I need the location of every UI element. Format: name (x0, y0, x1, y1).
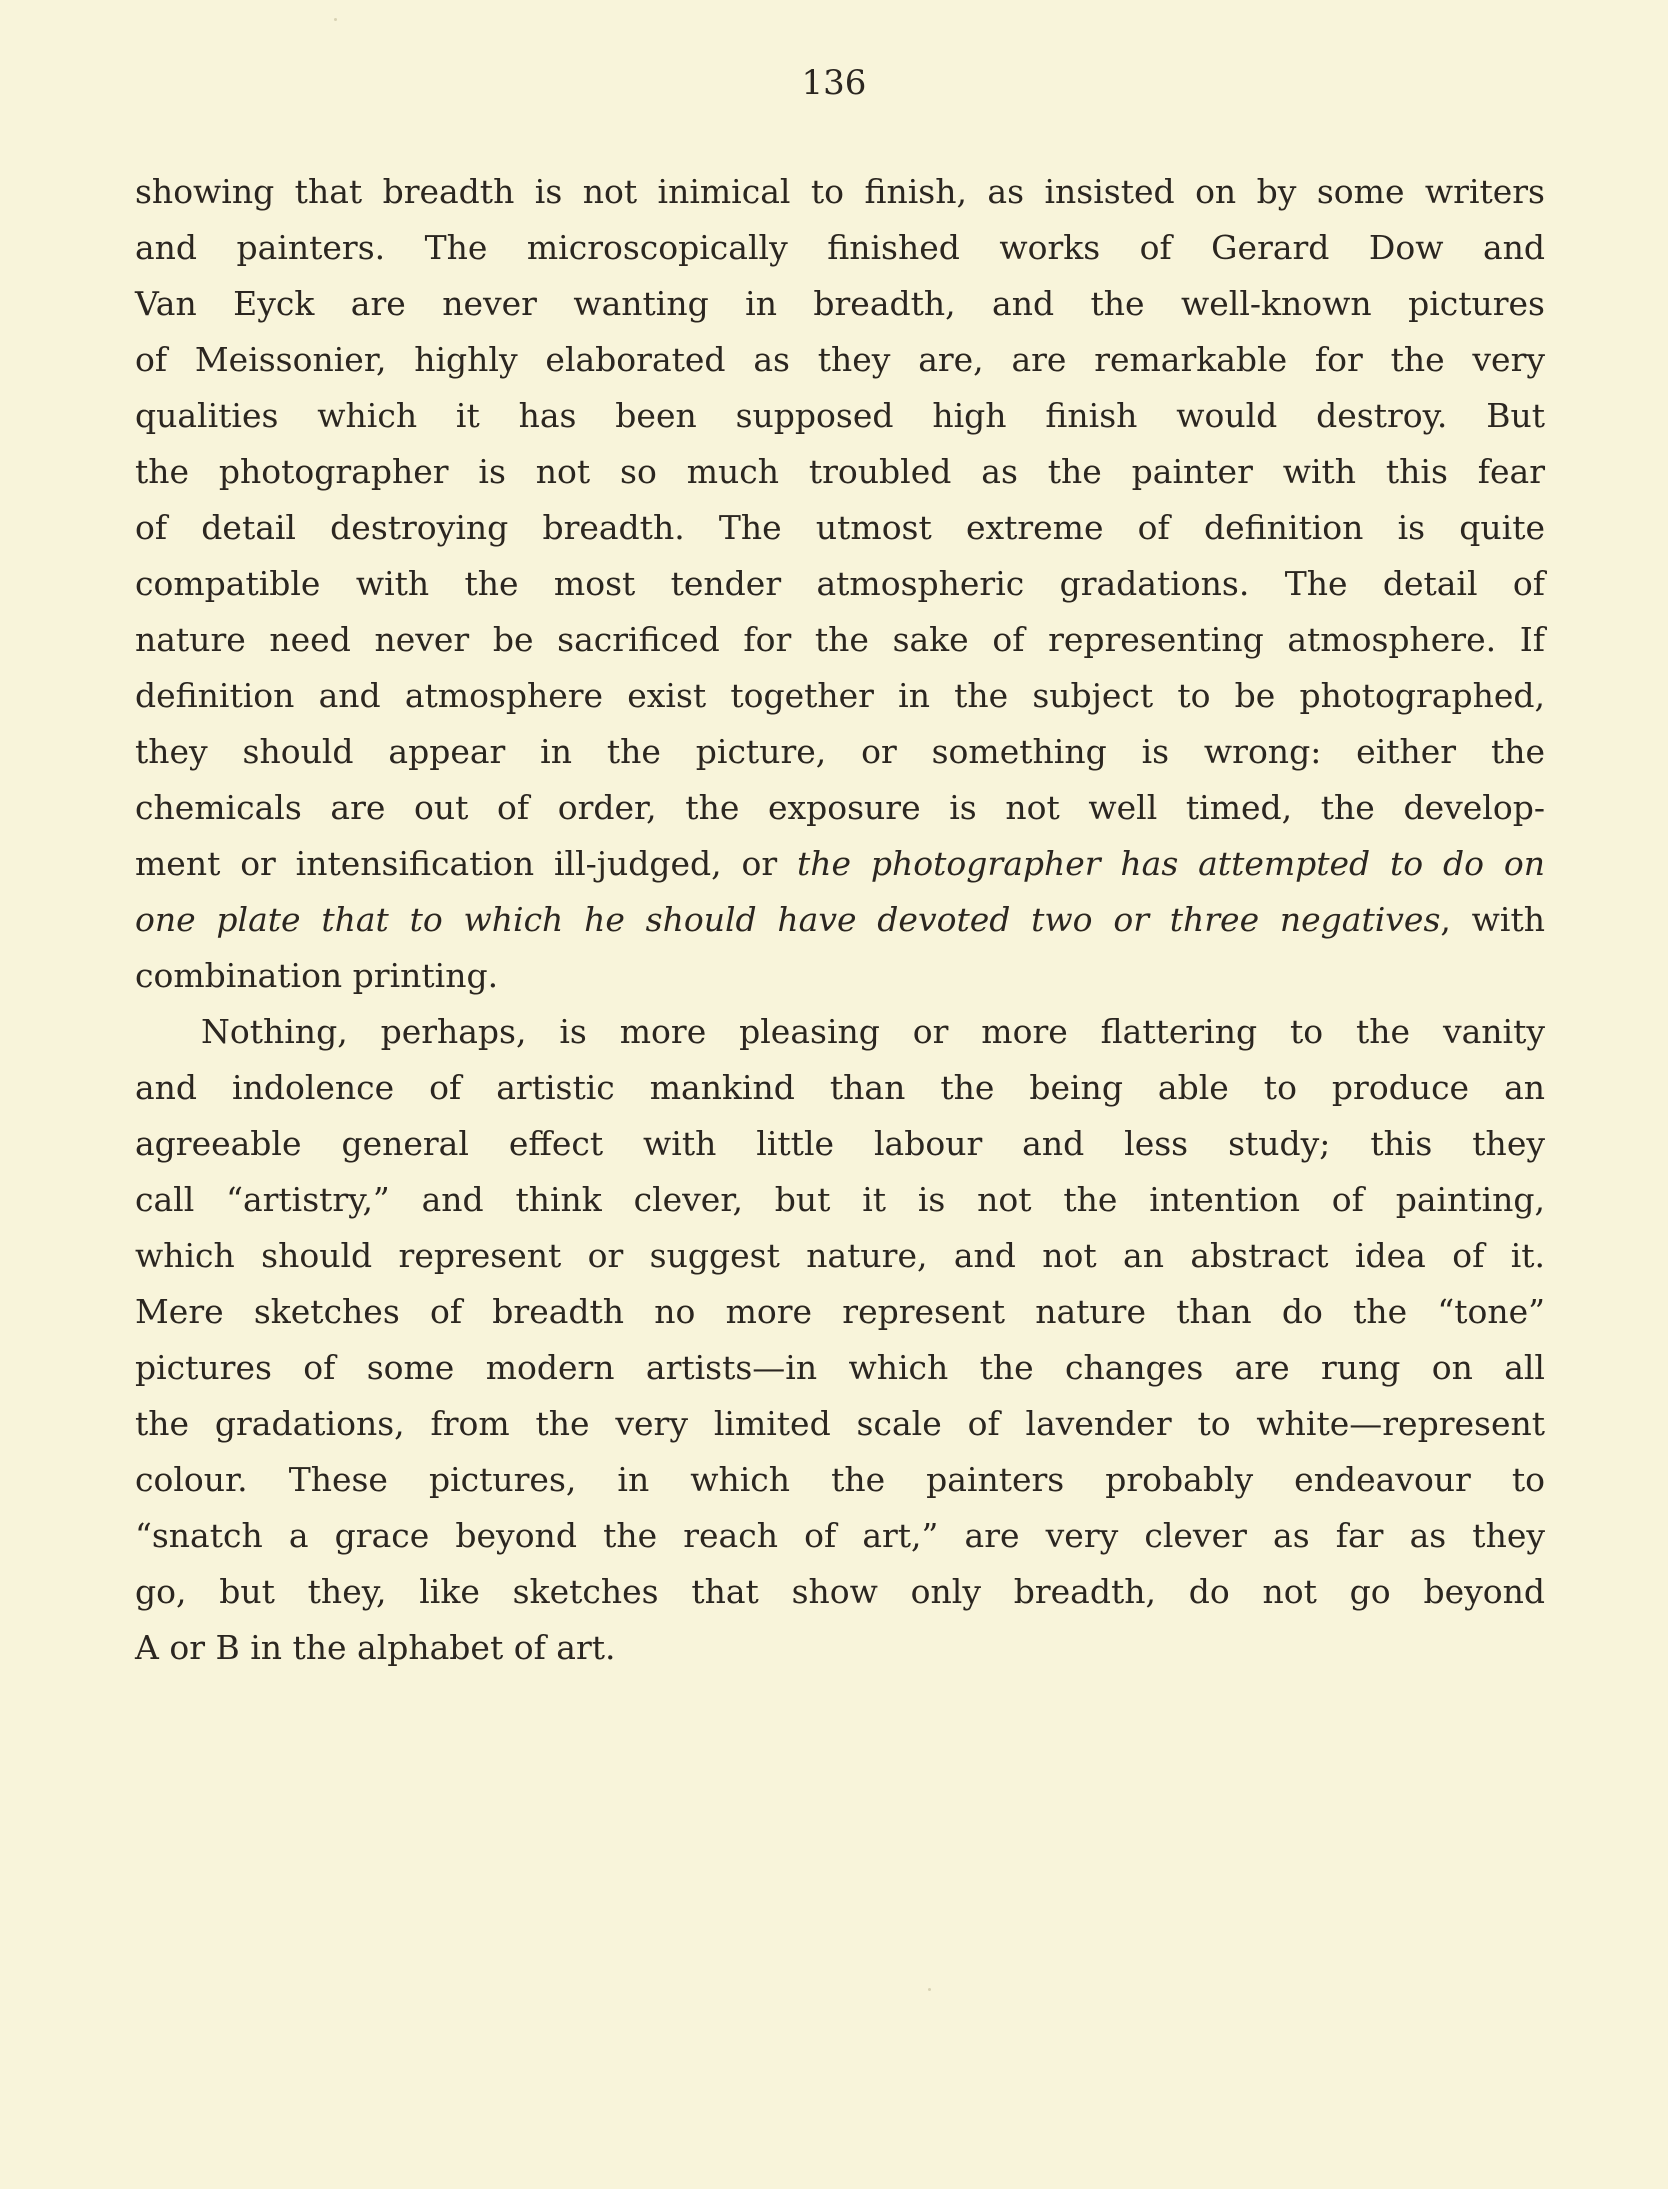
text-line: and painters. The microscopically finished works of Gerard Dow and (135, 228, 1545, 267)
page-number: 136 (801, 63, 867, 103)
paper-speck (928, 1988, 931, 1991)
paragraph-1 (135, 164, 1545, 1004)
text-line: A or B in the alphabet of art. (135, 1628, 616, 1667)
text-line: the gradations, from the very limited scale of lavender to white—represent (135, 1404, 1545, 1443)
text-line: chemicals are out of order, the exposure is not well timed, the develop- (135, 788, 1545, 827)
paragraph-2 (135, 1004, 1545, 1676)
text-line: Nothing, perhaps, is more pleasing or more flattering to the vanity (201, 1012, 1545, 1051)
text-line-mixed (135, 892, 1545, 948)
paper-speck (334, 18, 337, 21)
roman-run: ment or intensification ill-judged, or (135, 844, 798, 883)
text-line-mixed (135, 836, 1545, 892)
text-line: call “artistry,” and think clever, but it is not the intention of painting, (135, 1180, 1545, 1219)
text-line: qualities which it has been supposed high finish would destroy. But (135, 396, 1545, 435)
text-line: go, but they, like sketches that show only breadth, do not go beyond (135, 1572, 1545, 1611)
italic-run: the photographer has attempted to do on (797, 844, 1545, 883)
roman-run: , with (1440, 900, 1545, 939)
body-text (135, 164, 1545, 1676)
text-line: colour. These pictures, in which the painters probably endeavour to (135, 1460, 1545, 1499)
text-line: Van Eyck are never wanting in breadth, and the well-known pictures (135, 284, 1545, 323)
text-line: nature need never be sacrificed for the sake of representing atmosphere. If (135, 620, 1545, 659)
text-line: the photographer is not so much troubled as the painter with this fear (135, 452, 1545, 491)
text-line: showing that breadth is not inimical to finish, as insisted on by some writers (135, 172, 1545, 211)
text-line: definition and atmosphere exist together in the subject to be photographed, (135, 676, 1545, 715)
text-line: they should appear in the picture, or something is wrong: either the (135, 732, 1545, 771)
italic-run: one plate that to which he should have devoted two or three negatives (135, 900, 1441, 939)
text-line: pictures of some modern artists—in which the changes are rung on all (135, 1348, 1545, 1387)
text-line: combination printing. (135, 956, 499, 995)
text-line: of detail destroying breadth. The utmost extreme of definition is quite (135, 508, 1545, 547)
text-line: and indolence of artistic mankind than the being able to produce an (135, 1068, 1545, 1107)
text-line: compatible with the most tender atmospheric gradations. The detail of (135, 564, 1545, 603)
text-line: agreeable general effect with little labour and less study; this they (135, 1124, 1545, 1163)
text-line: “snatch a grace beyond the reach of art,” are very clever as far as they (135, 1516, 1545, 1555)
text-line: of Meissonier, highly elaborated as they are, are remarkable for the very (135, 340, 1545, 379)
text-line: Mere sketches of breadth no more represent nature than do the “tone” (135, 1292, 1545, 1331)
text-line: which should represent or suggest nature, and not an abstract idea of it. (135, 1236, 1545, 1275)
